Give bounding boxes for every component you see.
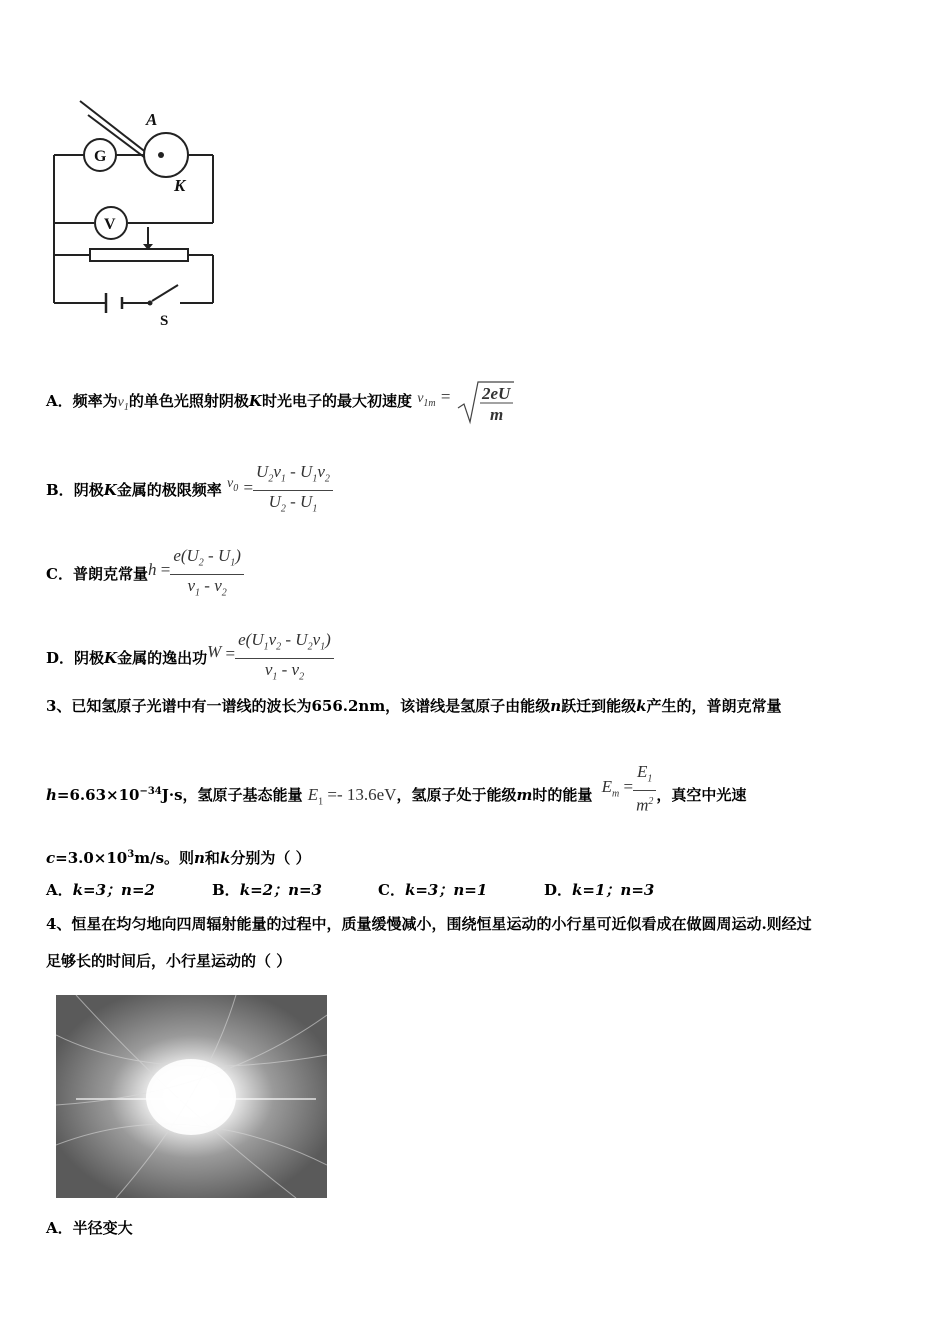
q3-option-a: A．k=3；n=2 [46, 881, 155, 899]
formula-h: h [147, 559, 157, 579]
q2-option-c: C．普朗克常量h = $\frac{e(U_2 - U_1)}{v_1 - v_2}$ [46, 545, 244, 605]
q3-option-b: B．k=2；n=3 [212, 881, 322, 899]
q3-options [46, 880, 710, 900]
label-v: V [104, 216, 116, 233]
sqrt-symbol [456, 378, 516, 426]
photoelectric-circuit-figure [40, 95, 230, 335]
formula-w: W [207, 641, 222, 661]
q3-line1: 3、已知氢原子光谱中有一谱线的波长为656.2nm，该谱线是氢原子由能级n跃迁到能级k产生的，普朗克常量 [46, 697, 782, 715]
q3-line2: $h=6.63\times 10^{-34}J\cdot s$，氢原子基态能量 $E_1 =- 13.6eV$，氢原子处于能级m时的能量 $E_m$ = $\frac{E_1}{m^2}$ ，真空中光速 [46, 762, 747, 816]
phototube [144, 133, 188, 177]
label-k: K [174, 176, 186, 195]
label-s: S [160, 313, 169, 329]
svg-text:m: m [489, 405, 503, 424]
q4-option-a: A．半径变大 [46, 1219, 133, 1237]
svg-text:2eU: 2eU [481, 384, 511, 403]
q2-option-b: B．阴极K金属的极限频率 $v_0$ = $\frac{U_2v_1 - U_1v_2}{U_2 - U_1}$ [46, 461, 333, 521]
q4-line2: 足够长的时间后，小行星运动的（ ） [46, 952, 292, 970]
formula-e1: $E_1 =- 13.6eV$ [307, 785, 397, 808]
label-a: A [146, 110, 158, 129]
var-v1: $v_1$ [117, 395, 129, 413]
label-g: G [94, 148, 107, 165]
q4-line1: 4、恒星在均匀地向四周辐射能量的过程中，质量缓慢减小，围绕恒星运动的小行星可近似看成在做圆周运动.则经过 [46, 915, 812, 933]
formula-v0: $v_0$ [227, 475, 239, 494]
formula-em: $E_m$ [601, 777, 620, 800]
q3-line3: $c=3.0\times 10^3m/s$。则n和k分别为（ ） [46, 849, 311, 867]
q2-option-d: D．阴极K金属的逸出功W = $\frac{e(U_1v_2 - U_2v_1)}{v_1 - v_2}$ [46, 629, 334, 689]
q2-option-a: A．频率为$v_1$的单色光照射阴极K时光电子的最大初速度 $v_{1m}$ = 2eU m [46, 378, 516, 426]
star-image [56, 995, 327, 1198]
q3-option-d: D．k=1；n=3 [544, 881, 655, 899]
q3-option-c: C．k=3；n=1 [378, 881, 488, 899]
formula-v1m: $v_{1m}$ [417, 391, 436, 409]
